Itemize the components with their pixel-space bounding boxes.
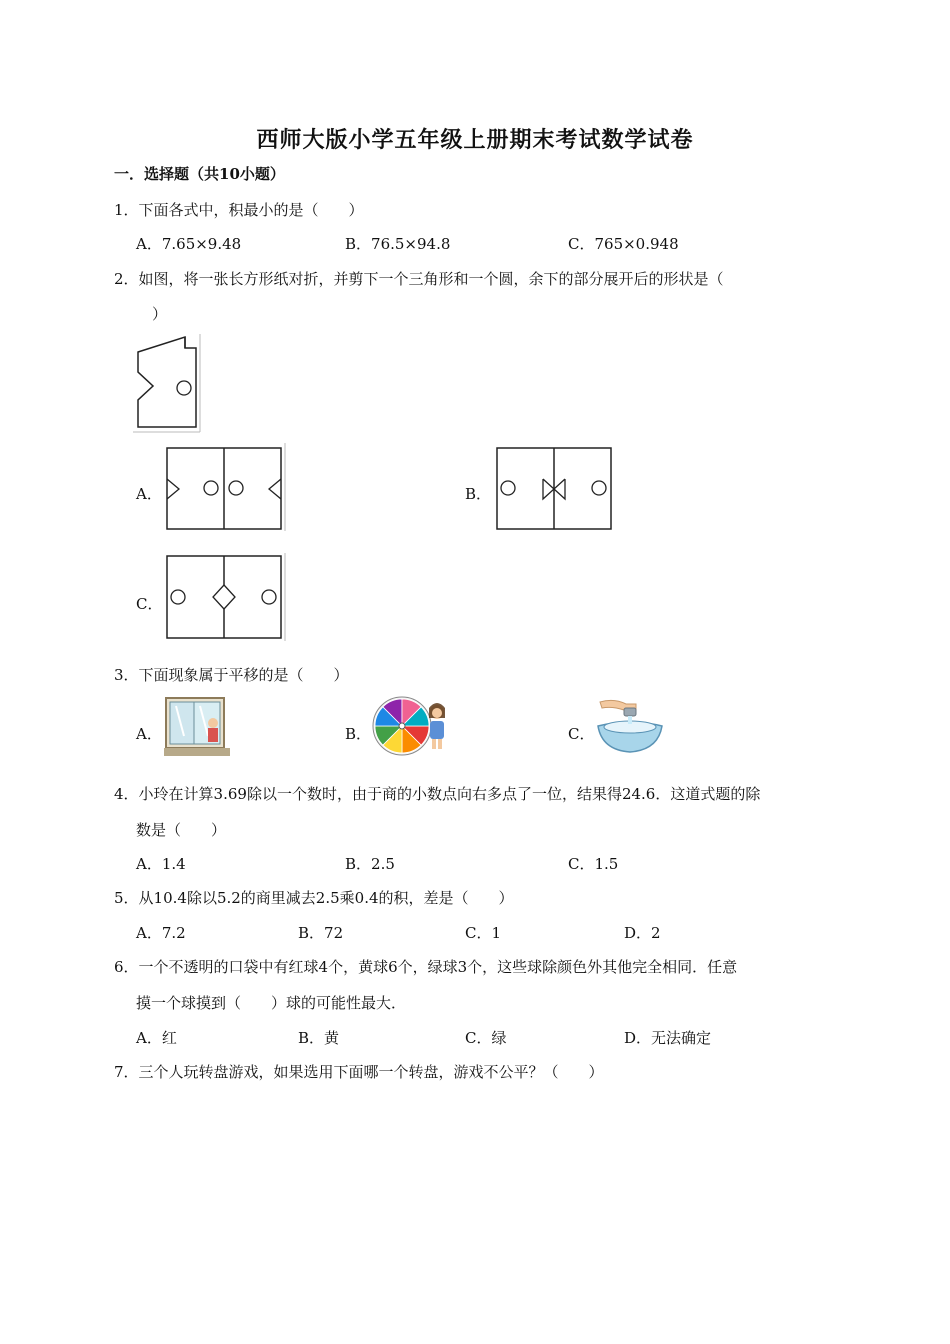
question-number: 6． [114, 958, 139, 976]
question-1 [114, 199, 364, 220]
question-text: 下面现象属于平移的是（ ） [138, 666, 349, 684]
question-4-continued: 数是（ ） [136, 821, 227, 839]
question-text: 三个人玩转盘游戏，如果选用下面哪一个转盘，游戏不公平？（ ） [138, 1063, 604, 1081]
question-2-continued: ） [152, 305, 168, 323]
q6-option-d: D．无法确定 [624, 1029, 712, 1047]
question-number: 2． [114, 270, 139, 288]
spinning-wheel-image [372, 694, 454, 758]
question-text: 从10.4除以5.2的商里减去2.5乘0.4的积，差是（ ） [138, 889, 514, 907]
question-4 [114, 783, 760, 804]
question-number: 3． [114, 666, 139, 684]
section-heading: 一．选择题（共10小题） [114, 165, 285, 183]
question-text: 小玲在计算3.69除以一个数时，由于商的小数点向右多点了一位，结果得24.6．这道式题的除 [138, 785, 761, 803]
question-2 [114, 268, 724, 289]
q1-option-b: B．76.5×94.8 [345, 235, 451, 253]
q2-option-b-figure [494, 443, 618, 533]
question-5 [114, 887, 514, 908]
q3-option-a-label: A． [136, 725, 162, 743]
q1-option-a: A．7.65×9.48 [136, 235, 242, 253]
question-7 [114, 1061, 604, 1082]
q6-option-c: C．绿 [465, 1029, 507, 1047]
q6-option-a: A．红 [136, 1029, 177, 1047]
q5-option-b: B．72 [298, 924, 344, 942]
question-number: 7． [114, 1063, 139, 1081]
sliding-window-image [164, 696, 230, 758]
q1-option-c: C．765×0.948 [568, 235, 679, 253]
q2-option-c-figure [164, 553, 288, 643]
question-text: 如图，将一张长方形纸对折，并剪下一个三角形和一个圆，余下的部分展开后的形状是（ [138, 270, 724, 288]
question-text: 一个不透明的口袋中有红球4个，黄球6个，绿球3个，这些球除颜色外其他完全相同．任意 [138, 958, 738, 976]
question-6-continued: 摸一个球摸到（ ）球的可能性最大． [136, 994, 407, 1012]
q2-option-a-label: A． [136, 485, 162, 503]
q5-option-d: D．2 [624, 924, 661, 942]
question-text: 下面各式中，积最小的是（ ） [138, 201, 364, 219]
q4-option-b: B．2.5 [345, 855, 395, 873]
q3-option-b-label: B． [345, 725, 372, 743]
folded-paper-figure [133, 334, 205, 434]
question-number: 1． [114, 201, 139, 219]
question-6 [114, 956, 737, 977]
q2-option-b-label: B． [465, 485, 492, 503]
q3-option-c-label: C． [568, 725, 595, 743]
q2-option-c-label: C． [136, 595, 163, 613]
q2-option-a-figure [164, 443, 288, 533]
q4-option-a: A．1.4 [136, 855, 186, 873]
q5-option-a: A．7.2 [136, 924, 186, 942]
question-number: 4． [114, 785, 139, 803]
q5-option-c: C．1 [465, 924, 502, 942]
question-3 [114, 664, 349, 685]
water-tap-image [594, 696, 666, 758]
question-number: 5． [114, 889, 139, 907]
q6-option-b: B．黄 [298, 1029, 340, 1047]
page-title: 西师大版小学五年级上册期末考试数学试卷 [256, 127, 694, 153]
q4-option-c: C．1.5 [568, 855, 619, 873]
